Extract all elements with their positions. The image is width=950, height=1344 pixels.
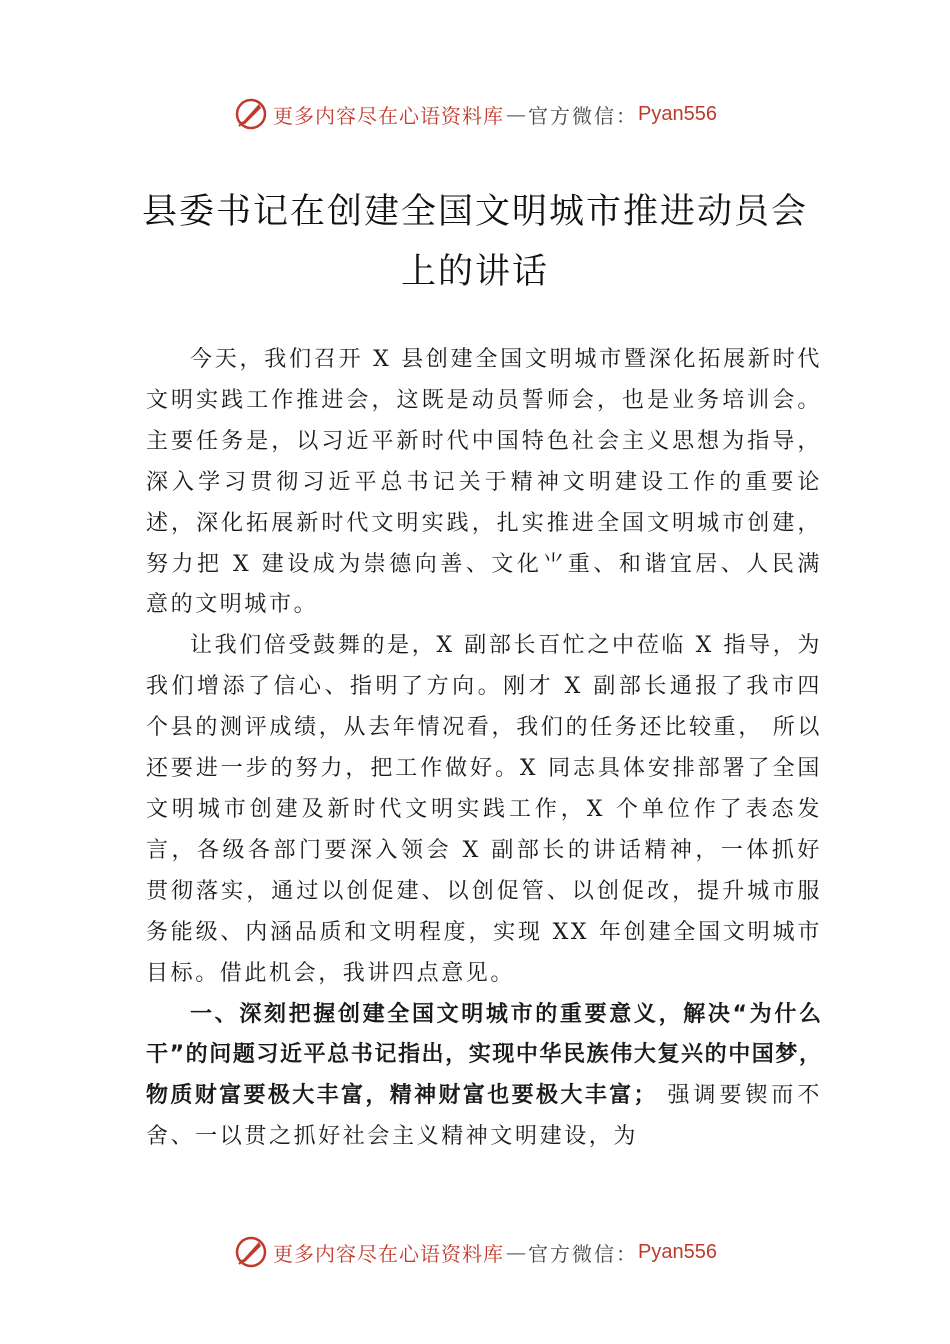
section-heading: 一、深刻把握创建全国文明城市的重要意义，解决“为什么干”的问题习近平总书记指出，实现中华民族伟大复兴的中国梦，物质财富要极大丰富，精神财富也要极大丰富；	[146, 1001, 822, 1109]
header-site-text: 更多内容尽在心语资料库	[273, 103, 505, 128]
title-line-1: 县委书记在创建全国文明城市推进动员会	[141, 192, 808, 232]
footer-banner	[0, 1232, 950, 1272]
footer-site-text: 更多内容尽在心语资料库	[273, 1241, 505, 1266]
document-body	[146, 340, 822, 1158]
header-banner	[0, 94, 950, 134]
title-line-2: 上的讲话	[400, 252, 549, 292]
header-wechat-label: 官方微信：	[528, 103, 639, 128]
footer-separator: —	[506, 1240, 527, 1264]
section-heading-paragraph	[146, 995, 822, 1159]
paragraph-1: 今天，我们召开 X 县创建全国文明城市暨深化拓展新时代文明实践工作推进会，这既是动员誓师会，也是业务培训会。主要任务是，以习近平新时代中国特色社会主义思想为指导，深入学习贯彻习近平总书记关于精神文明建设工作的重要论述，深化拓展新时代文明实践，扎实推进全国文明城市创建，努力把 X 建设成为崇德向善、文化⺌重、和谐宜居、人民满意的文明城市。	[146, 347, 822, 618]
document-title	[120, 182, 830, 302]
quill-logo-icon	[233, 1234, 269, 1270]
footer-wechat-id: Pyan556	[638, 1240, 717, 1263]
paragraph-2: 让我们倍受鼓舞的是，X 副部长百忙之中莅临 X 指导，为我们增添了信心、指明了方向。刚才 X 副部长通报了我市四个县的测评成绩，从去年情况看，我们的任务还比较重， 所以还要进一步的努力，把工作做好。X 同志具体安排部署了全国文明城市创建及新时代文明实践工作，X 个单位作了表态发言，各级各部门要深入领会 X 副部长的讲话精神，一体抓好贯彻落实，通过以创促建、以创促管、以创促改，提升城市服务能级、内涵品质和文明程度，实现 XX 年创建全国文明城市目标。借此机会，我讲四点意见。	[146, 633, 822, 986]
header-wechat-id: Pyan556	[638, 102, 717, 125]
quill-logo-icon	[233, 96, 269, 132]
footer-wechat-label: 官方微信：	[528, 1241, 639, 1266]
header-separator: —	[506, 102, 527, 126]
section-continuation: 强调要锲而不舍、一以贯之抓好社会主义精神文明建设，为	[146, 1083, 822, 1150]
